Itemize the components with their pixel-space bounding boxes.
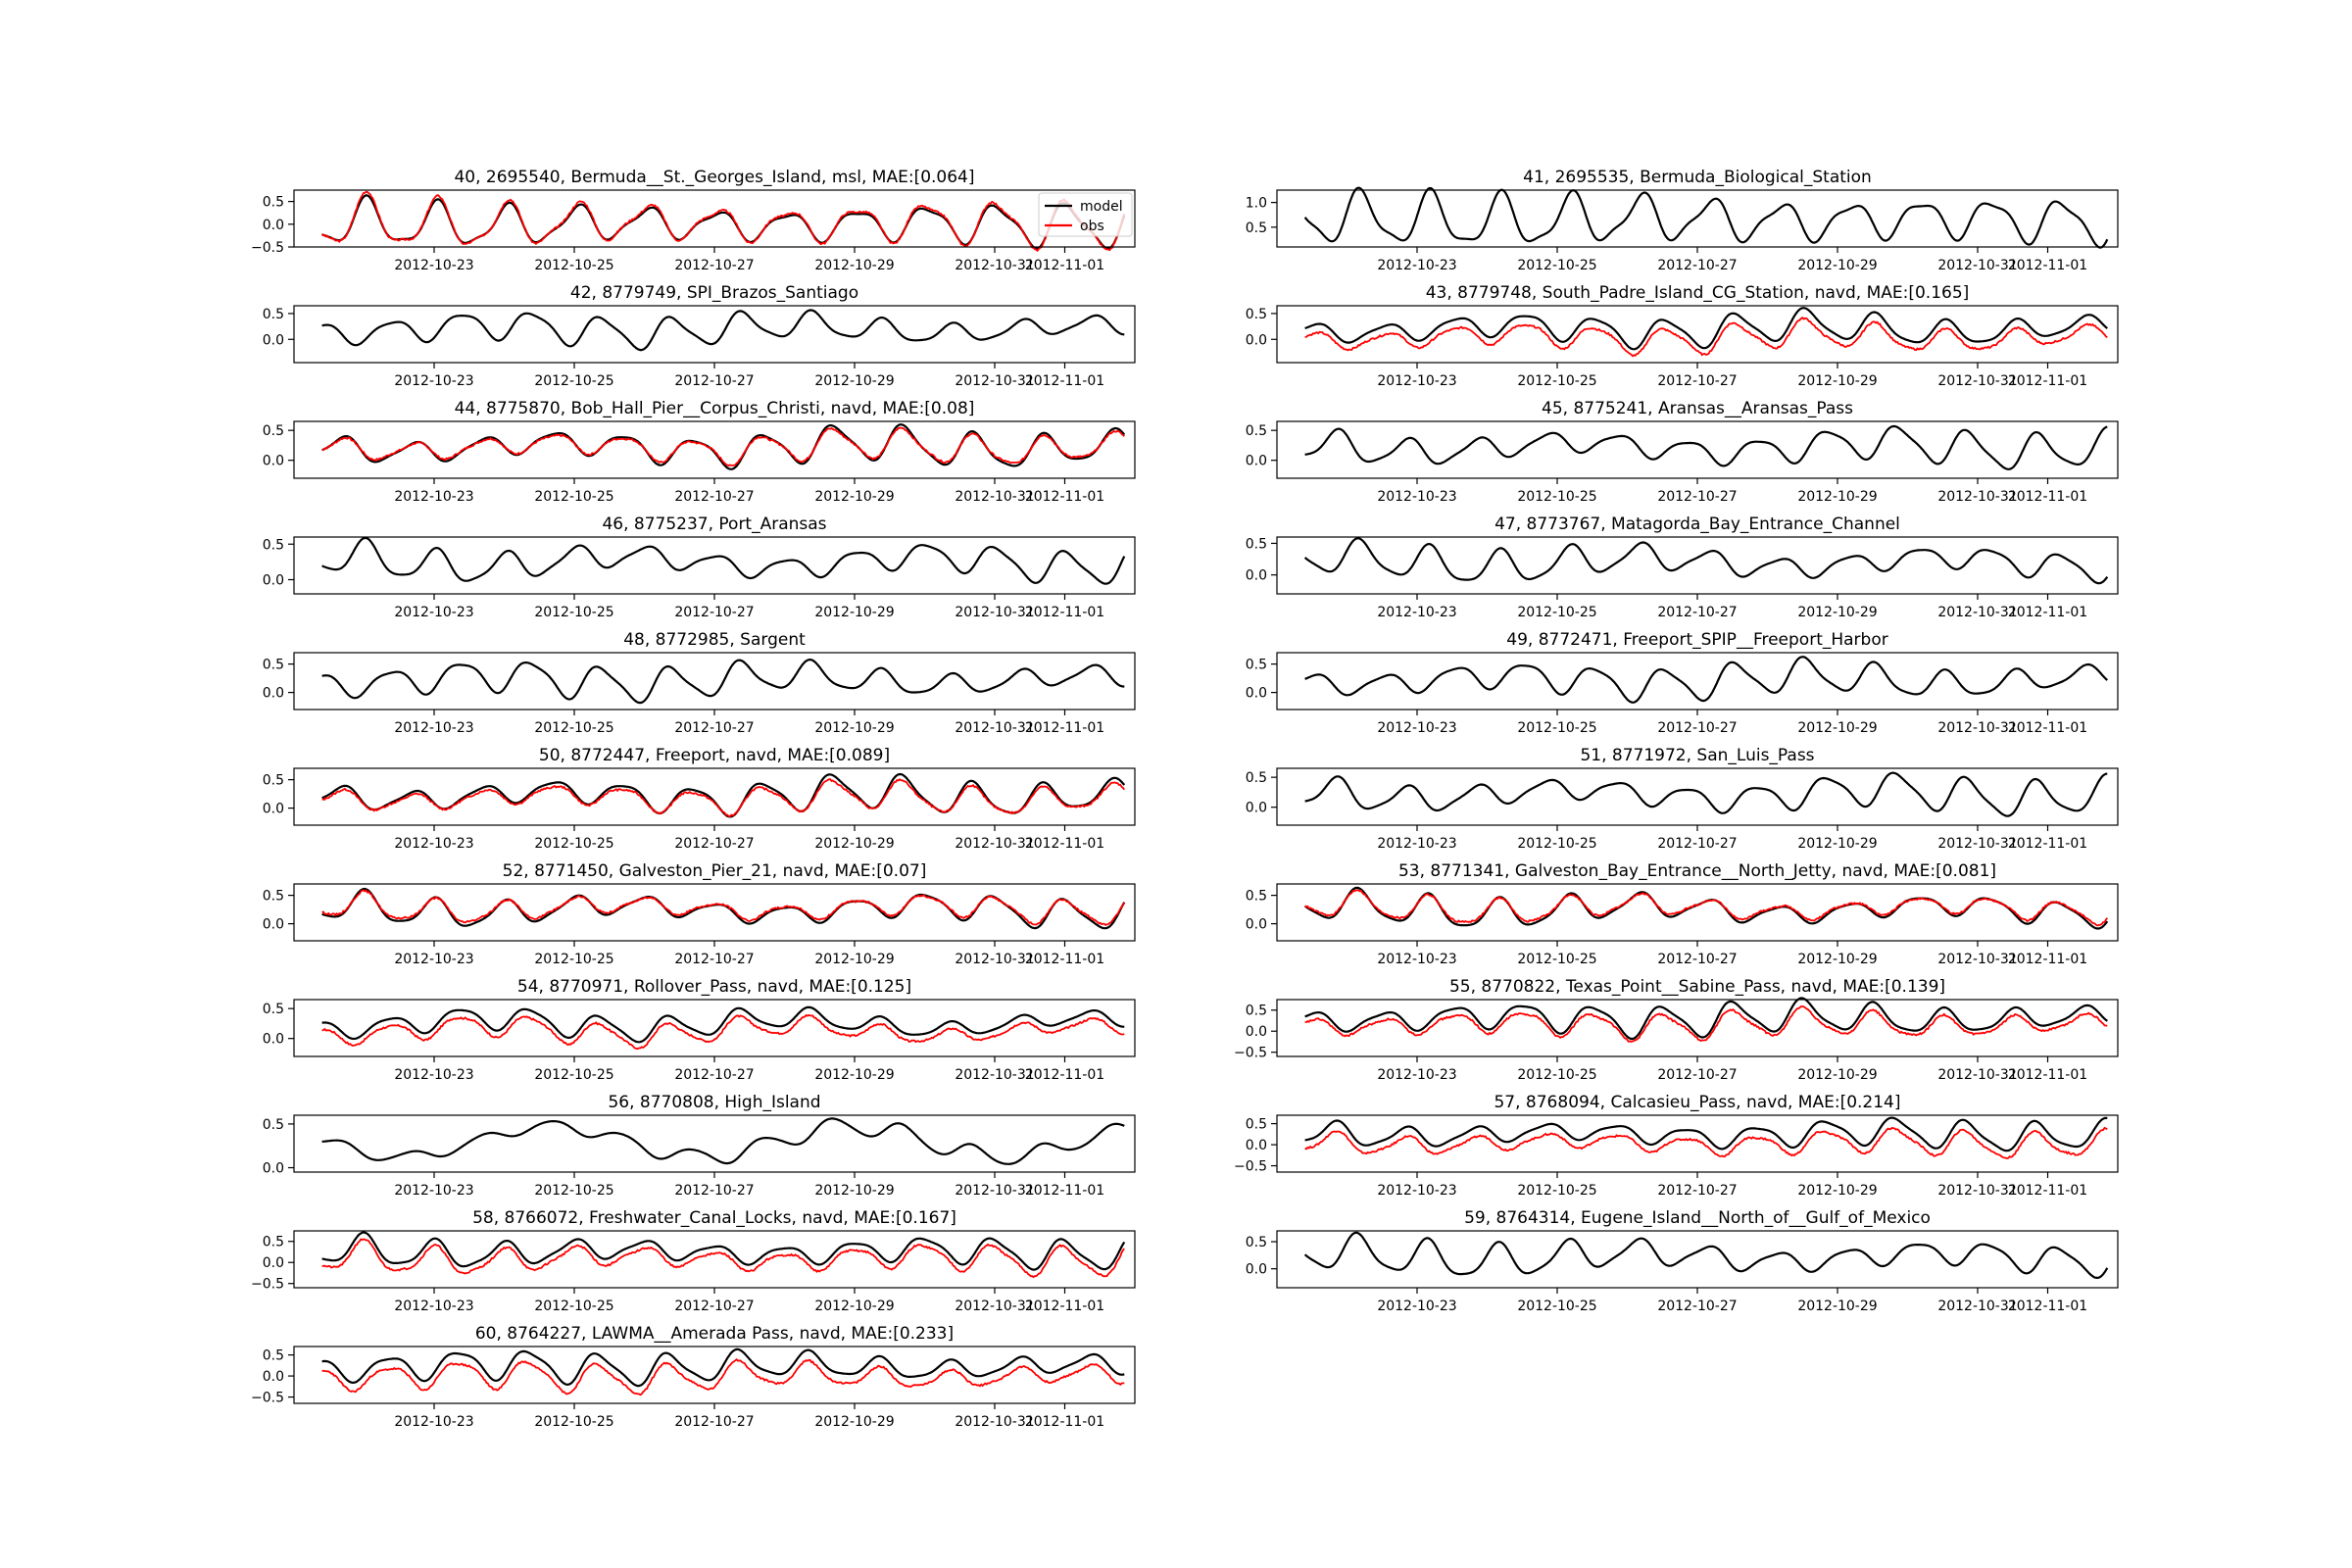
series-line-model [1305,773,2108,816]
panel-5 [1246,399,2118,505]
x-tick-label: 2012-11-01 [1024,1298,1105,1314]
y-tick-label: −0.5 [1234,1158,1267,1175]
x-tick-label: 2012-11-01 [2007,952,2088,967]
series-line-model [1305,1233,2108,1278]
x-tick-label: 2012-10-27 [674,1067,755,1083]
x-tick-label: 2012-10-27 [1657,1298,1738,1314]
x-tick-label: 2012-10-23 [394,489,474,505]
x-tick-label: 2012-10-29 [1797,258,1878,273]
x-tick-label: 2012-10-27 [674,258,755,273]
x-tick-label: 2012-10-25 [1517,605,1597,620]
x-tick-label: 2012-10-29 [814,836,895,852]
x-tick-label: 2012-11-01 [2007,258,2088,273]
y-tick-label: 0.0 [1245,1024,1267,1041]
x-tick-label: 2012-10-29 [814,952,895,967]
panel-title: 47, 8773767, Matagorda_Bay_Entrance_Channel [1494,514,1900,534]
y-tick-label: 0.5 [262,1234,284,1250]
axes-frame [294,306,1135,363]
x-tick-label: 2012-10-27 [674,836,755,852]
panel-9 [1246,630,2118,736]
x-tick-label: 2012-10-23 [394,952,474,967]
x-tick-label: 2012-10-25 [534,605,614,620]
x-tick-label: 2012-10-31 [1937,720,2018,736]
series-line-obs [1305,890,2108,925]
axes-frame [1277,1231,2118,1288]
panel-title: 52, 8771450, Galveston_Pier_21, navd, MAE:[0.07] [502,861,927,881]
y-tick-label: 0.0 [262,453,284,469]
x-tick-label: 2012-10-23 [394,1067,474,1083]
series-line-model [1305,426,2108,469]
x-tick-label: 2012-10-27 [674,720,755,736]
x-tick-label: 2012-10-23 [1377,952,1457,967]
panel-4 [263,399,1135,505]
panel-title: 59, 8764314, Eugene_Island__North_of__Gulf_of_Mexico [1464,1208,1931,1228]
legend-label-model: model [1080,199,1123,215]
y-tick-label: −0.5 [251,240,284,256]
y-tick-label: 0.5 [262,306,284,322]
panel-13 [1246,861,2118,967]
x-tick-label: 2012-11-01 [1024,720,1105,736]
x-tick-label: 2012-10-25 [1517,836,1597,852]
y-tick-label: 0.5 [1245,1003,1267,1019]
x-tick-label: 2012-10-25 [534,1067,614,1083]
panel-title: 40, 2695540, Bermuda__St._Georges_Island, msl, MAE:[0.064] [454,168,975,187]
y-tick-label: 0.0 [1245,453,1267,469]
x-tick-label: 2012-10-25 [1517,489,1597,505]
x-tick-label: 2012-10-27 [674,1414,755,1430]
x-tick-label: 2012-10-23 [394,373,474,389]
y-tick-label: 0.5 [262,888,284,905]
y-tick-label: 0.5 [262,194,284,211]
x-tick-label: 2012-10-25 [534,258,614,273]
x-tick-label: 2012-10-29 [1797,373,1878,389]
x-tick-label: 2012-10-25 [1517,373,1597,389]
panel-3 [1246,283,2118,389]
x-tick-label: 2012-11-01 [2007,373,2088,389]
series-line-model [322,311,1125,351]
x-tick-label: 2012-10-29 [814,605,895,620]
y-tick-label: 0.0 [1245,332,1267,349]
axes-frame [1277,306,2118,363]
x-tick-label: 2012-10-27 [1657,952,1738,967]
y-tick-label: 0.0 [262,916,284,933]
x-tick-label: 2012-10-31 [1937,1298,2018,1314]
series-line-obs [1305,318,2108,356]
y-tick-label: 0.5 [1245,306,1267,322]
y-tick-label: 0.0 [1245,800,1267,816]
x-tick-label: 2012-10-27 [1657,605,1738,620]
panel-1 [1246,168,2118,273]
x-tick-label: 2012-10-29 [1797,1183,1878,1199]
axes-frame [1277,1000,2118,1056]
x-tick-label: 2012-10-27 [674,373,755,389]
x-tick-label: 2012-10-29 [1797,1067,1878,1083]
series-line-model [322,1118,1125,1163]
series-line-obs [322,779,1125,816]
y-tick-label: 0.0 [262,332,284,349]
x-tick-label: 2012-11-01 [1024,1067,1105,1083]
panel-11 [1246,746,2118,852]
series-line-obs [322,192,1125,251]
panel-title: 55, 8770822, Texas_Point__Sabine_Pass, navd, MAE:[0.139] [1448,977,1946,997]
x-tick-label: 2012-10-27 [674,1298,755,1314]
y-tick-label: 0.0 [262,1031,284,1048]
x-tick-label: 2012-10-23 [394,1414,474,1430]
x-tick-label: 2012-11-01 [2007,1298,2088,1314]
axes-frame [1277,768,2118,825]
x-tick-label: 2012-11-01 [2007,605,2088,620]
y-tick-label: 0.5 [1245,536,1267,553]
x-tick-label: 2012-10-29 [1797,605,1878,620]
panel-title: 53, 8771341, Galveston_Bay_Entrance__North_Jetty, navd, MAE:[0.081] [1397,861,1997,881]
x-tick-label: 2012-11-01 [1024,258,1105,273]
x-tick-label: 2012-10-23 [394,258,474,273]
x-tick-label: 2012-10-31 [1937,1067,2018,1083]
y-tick-label: 0.5 [1245,1116,1267,1133]
series-line-model [1305,308,2108,349]
x-tick-label: 2012-10-23 [1377,720,1457,736]
x-tick-label: 2012-10-27 [674,605,755,620]
x-tick-label: 2012-10-27 [674,1183,755,1199]
y-tick-label: 0.0 [262,1255,284,1272]
y-tick-label: 0.0 [262,1369,284,1386]
x-tick-label: 2012-10-31 [955,1298,1035,1314]
x-tick-label: 2012-10-23 [1377,836,1457,852]
x-tick-label: 2012-11-01 [1024,952,1105,967]
x-tick-label: 2012-10-25 [1517,1298,1597,1314]
y-tick-label: 0.5 [262,772,284,789]
x-tick-label: 2012-10-31 [1937,489,2018,505]
x-tick-label: 2012-10-31 [955,605,1035,620]
x-tick-label: 2012-10-31 [1937,1183,2018,1199]
x-tick-label: 2012-10-31 [1937,952,2018,967]
panel-0 [251,168,1135,273]
y-tick-label: 0.0 [1245,567,1267,584]
x-tick-label: 2012-10-25 [1517,1067,1597,1083]
y-tick-label: 0.0 [262,217,284,233]
x-tick-label: 2012-10-27 [674,489,755,505]
series-line-model [1305,999,2108,1040]
panel-6 [263,514,1135,620]
legend-label-obs: obs [1080,219,1104,234]
panel-20 [251,1324,1135,1430]
x-tick-label: 2012-10-29 [1797,952,1878,967]
panel-title: 48, 8772985, Sargent [623,630,806,650]
x-tick-label: 2012-10-27 [1657,720,1738,736]
y-tick-label: 0.0 [262,1160,284,1177]
y-tick-label: 0.5 [1245,657,1267,673]
x-tick-label: 2012-10-27 [1657,373,1738,389]
x-tick-label: 2012-10-29 [814,489,895,505]
x-tick-label: 2012-10-23 [1377,258,1457,273]
x-tick-label: 2012-11-01 [1024,1183,1105,1199]
series-line-model [322,660,1125,703]
x-tick-label: 2012-10-25 [534,373,614,389]
panel-title: 56, 8770808, High_Island [608,1093,821,1112]
x-tick-label: 2012-11-01 [1024,373,1105,389]
x-tick-label: 2012-10-29 [1797,720,1878,736]
panel-title: 54, 8770971, Rollover_Pass, navd, MAE:[0.125] [516,977,912,997]
y-tick-label: 0.5 [262,537,284,554]
y-tick-label: 0.5 [262,423,284,440]
series-line-obs [1305,1128,2108,1158]
x-tick-label: 2012-10-25 [534,1298,614,1314]
x-tick-label: 2012-10-23 [1377,373,1457,389]
panel-title: 44, 8775870, Bob_Hall_Pier__Corpus_Christi, navd, MAE:[0.08] [454,399,975,418]
x-tick-label: 2012-10-31 [1937,258,2018,273]
x-tick-label: 2012-10-31 [955,720,1035,736]
y-tick-label: −0.5 [251,1276,284,1293]
x-tick-label: 2012-10-25 [534,1414,614,1430]
x-tick-label: 2012-10-29 [814,258,895,273]
y-tick-label: −0.5 [251,1390,284,1406]
y-tick-label: 0.0 [1245,1138,1267,1154]
x-tick-label: 2012-10-29 [814,1298,895,1314]
x-tick-label: 2012-11-01 [2007,1067,2088,1083]
panel-title: 58, 8766072, Freshwater_Canal_Locks, navd, MAE:[0.167] [472,1208,956,1228]
x-tick-label: 2012-10-25 [534,952,614,967]
panel-16 [263,1093,1135,1199]
x-tick-label: 2012-10-23 [394,1183,474,1199]
x-tick-label: 2012-11-01 [2007,720,2088,736]
series-line-model [322,538,1125,584]
x-tick-label: 2012-10-25 [534,836,614,852]
x-tick-label: 2012-11-01 [1024,605,1105,620]
x-tick-label: 2012-10-25 [1517,720,1597,736]
series-line-obs [322,891,1125,925]
axes-frame [1277,537,2118,594]
x-tick-label: 2012-11-01 [1024,489,1105,505]
y-tick-label: 0.0 [262,801,284,817]
y-tick-label: 0.0 [1245,1261,1267,1278]
x-tick-label: 2012-10-23 [1377,489,1457,505]
x-tick-label: 2012-10-27 [1657,836,1738,852]
axes-frame [1277,421,2118,478]
series-line-model [322,889,1125,928]
y-tick-label: 0.5 [1245,888,1267,905]
x-tick-label: 2012-10-29 [1797,836,1878,852]
y-tick-label: 0.5 [1245,770,1267,787]
x-tick-label: 2012-10-29 [814,1183,895,1199]
x-tick-label: 2012-10-23 [1377,1067,1457,1083]
panel-7 [1246,514,2118,620]
series-line-obs [322,1015,1125,1049]
x-tick-label: 2012-10-31 [955,1414,1035,1430]
panel-17 [1234,1093,2118,1199]
y-tick-label: 0.5 [1245,220,1267,236]
x-tick-label: 2012-10-29 [814,720,895,736]
x-tick-label: 2012-10-25 [1517,952,1597,967]
x-tick-label: 2012-10-27 [674,952,755,967]
series-line-model [322,1349,1125,1386]
x-tick-label: 2012-10-23 [394,836,474,852]
x-tick-label: 2012-10-31 [955,1183,1035,1199]
panel-2 [263,283,1135,389]
panel-title: 45, 8775241, Aransas__Aransas_Pass [1542,399,1853,418]
x-tick-label: 2012-10-31 [955,1067,1035,1083]
y-tick-label: 0.0 [1245,685,1267,702]
y-tick-label: 0.0 [1245,916,1267,933]
x-tick-label: 2012-11-01 [2007,1183,2088,1199]
panel-title: 50, 8772447, Freeport, navd, MAE:[0.089] [538,746,891,765]
x-tick-label: 2012-10-23 [1377,1183,1457,1199]
y-tick-label: 0.5 [262,1002,284,1018]
panel-title: 57, 8768094, Calcasieu_Pass, navd, MAE:[0.214] [1494,1093,1901,1112]
x-tick-label: 2012-11-01 [1024,1414,1105,1430]
x-tick-label: 2012-10-31 [1937,373,2018,389]
x-tick-label: 2012-10-31 [1937,836,2018,852]
panel-14 [263,977,1135,1083]
x-tick-label: 2012-10-31 [955,489,1035,505]
x-tick-label: 2012-10-31 [955,258,1035,273]
panel-title: 41, 2695535, Bermuda_Biological_Station [1523,168,1872,187]
panel-19 [1246,1208,2118,1314]
panel-title: 51, 8771972, San_Luis_Pass [1580,746,1815,765]
x-tick-label: 2012-10-29 [1797,489,1878,505]
y-tick-label: 0.5 [1245,423,1267,440]
panel-title: 43, 8779748, South_Padre_Island_CG_Station, navd, MAE:[0.165] [1425,283,1970,303]
x-tick-label: 2012-10-27 [1657,1067,1738,1083]
x-tick-label: 2012-10-25 [1517,1183,1597,1199]
x-tick-label: 2012-10-27 [1657,258,1738,273]
axes-frame [294,653,1135,710]
panel-title: 60, 8764227, LAWMA__Amerada Pass, navd, MAE:[0.233] [474,1324,955,1344]
x-tick-label: 2012-10-23 [1377,1298,1457,1314]
x-tick-label: 2012-11-01 [2007,836,2088,852]
axes-frame [1277,190,2118,247]
axes-frame [294,768,1135,825]
x-tick-label: 2012-10-27 [1657,1183,1738,1199]
panel-8 [263,630,1135,736]
y-tick-label: 0.0 [262,685,284,702]
x-tick-label: 2012-10-31 [955,952,1035,967]
y-tick-label: 1.0 [1245,195,1267,212]
axes-frame [294,1000,1135,1056]
panel-title: 42, 8779749, SPI_Brazos_Santiago [569,283,859,303]
panel-18 [251,1208,1135,1314]
panel-12 [263,861,1135,967]
x-tick-label: 2012-10-23 [394,605,474,620]
panel-title: 49, 8772471, Freeport_SPIP__Freeport_Harbor [1506,630,1888,650]
axes-frame [1277,884,2118,941]
y-tick-label: 0.5 [262,1116,284,1133]
panel-title: 46, 8775237, Port_Aransas [602,514,827,534]
series-line-model [1305,657,2108,703]
y-tick-label: 0.5 [262,657,284,673]
y-tick-label: −0.5 [1234,1045,1267,1061]
y-tick-label: 0.0 [262,572,284,589]
x-tick-label: 2012-11-01 [2007,489,2088,505]
x-tick-label: 2012-10-31 [955,373,1035,389]
x-tick-label: 2012-10-23 [394,720,474,736]
series-line-model [322,195,1125,248]
x-tick-label: 2012-10-25 [534,489,614,505]
x-tick-label: 2012-10-25 [534,1183,614,1199]
x-tick-label: 2012-11-01 [1024,836,1105,852]
x-tick-label: 2012-10-25 [1517,258,1597,273]
x-tick-label: 2012-10-29 [814,373,895,389]
x-tick-label: 2012-10-23 [1377,605,1457,620]
series-line-model [1305,188,2108,248]
panel-15 [1234,977,2118,1083]
series-line-model [1305,538,2108,583]
x-tick-label: 2012-10-31 [1937,605,2018,620]
x-tick-label: 2012-10-29 [814,1067,895,1083]
y-tick-label: 0.5 [1245,1235,1267,1251]
x-tick-label: 2012-10-29 [1797,1298,1878,1314]
x-tick-label: 2012-10-27 [1657,489,1738,505]
x-tick-label: 2012-10-29 [814,1414,895,1430]
panel-10 [263,746,1135,852]
x-tick-label: 2012-10-31 [955,836,1035,852]
y-tick-label: 0.5 [262,1348,284,1364]
x-tick-label: 2012-10-25 [534,720,614,736]
legend [1039,193,1132,236]
x-tick-label: 2012-10-23 [394,1298,474,1314]
